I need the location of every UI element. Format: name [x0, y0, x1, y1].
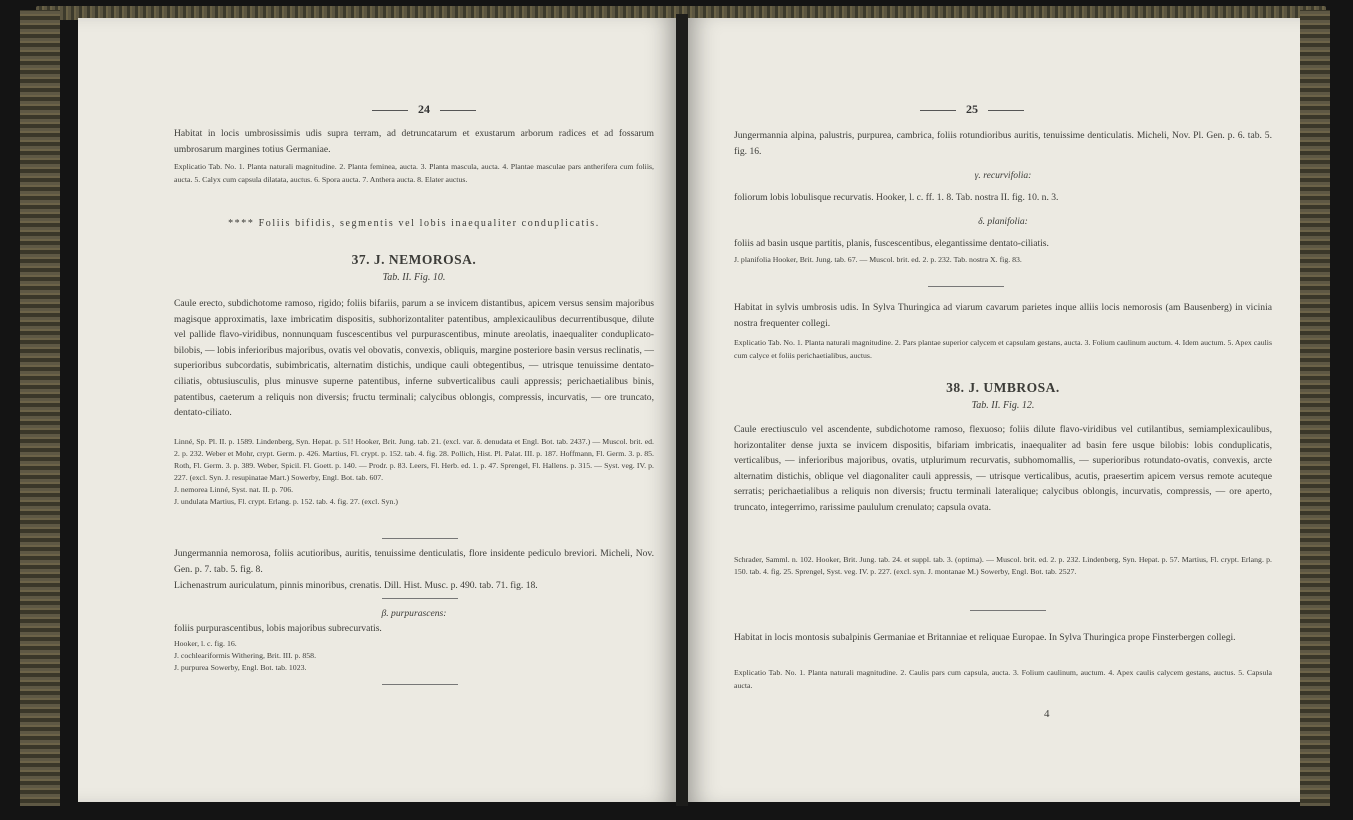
synonym-item: J. nemorea Linné, Syst. nat. II. p. 706.	[174, 485, 294, 494]
species-title: 37. J. NEMOROSA.	[351, 252, 477, 267]
variety-beta-description: foliis purpurascentibus, lobis majoribus subrecurvatis.	[174, 623, 382, 634]
synonym-item: Hooker, l. c. fig. 16.	[174, 639, 237, 648]
synonym-list: Schrader, Samml. n. 102. Hooker, Brit. Jung. tab. 24. et suppl. tab. 3. (optima). — Muscol. brit. ed. 2. p. 232. Lindenberg, Syn. Hepat. p. 57. Martius, Fl. crypt. Erlang. p. 150. tab. 4. fig. 25. Sprengel, Syst. veg. IV. p. 227. (excl. syn. J. montanae M.) Sowerby, Engl. Bot. tab. 2527.	[734, 555, 1272, 576]
variety-delta-synonyms: J. planifolia Hooker, Brit. Jung. tab. 67. — Muscol. brit. ed. 2. p. 232. Tab. nostra X. fig. 83.	[734, 255, 1022, 264]
binding-left-edge	[20, 10, 60, 806]
variety-beta-synonyms	[174, 638, 654, 674]
species-description: Caule erecto, subdichotome ramoso, rigido; foliis bifariis, parum a se invicem distantibus, apicem versus sensim majoribus magisque approximatis, laxe imbricatim dispositis, subhorizontaliter patentibus, amplexicaulibus decurrentibusque, dilute vel pallide flavo-viridibus, nonnunquam fuscescentibus vel purpurascentibus, minute areolatis, inaequaliter conduplicato-bilobis, — lobis inferioribus majoribus, ovatis vel obovatis, convexis, obliquis, margine posteriore basin versus reclinatis, — superioribus subcordatis, subimbricatis, alternatim distichis, undique cauli obtegentibus, — utrisque tenuissime dentato-ciliatis, obtusiusculis, plus minusve superne patentibus, inferne subverticalibus cauli appressis; perichaetialibus binis, patentibus, caeterum a reliquis non diversis; fructu terminali; calycibus oblongis, compressis, incurvatis, — ore truncato, dentato-ciliato.	[174, 298, 654, 419]
synonym-item: J. undulata Martius, Fl. crypt. Erlang. p. 152. tab. 4. fig. 27. (excl. Syn.)	[174, 497, 398, 506]
variety-delta-title: δ. planifolia:	[978, 216, 1028, 227]
variety-gamma-description: foliorum lobis lobulisque recurvatis. Hooker, l. c. ff. 1. 8. Tab. nostra II. fig. 10. n. 3.	[734, 192, 1059, 203]
variety-delta-description: foliis ad basin usque partitis, planis, fuscescentibus, elegantissime dentato-ciliatis.	[734, 238, 1049, 249]
synonym-list	[174, 436, 654, 508]
micheli-reference: Jungermannia nemorosa, foliis acutioribus, auritis, tenuissime denticulatis, flore insidente pediculo breviori. Micheli, Nov. Gen. p. 7. tab. 5. fig. 8.	[174, 548, 654, 575]
habitat-paragraph-2: Habitat in locis montosis subalpinis Germaniae et Britanniae et reliquae Europae. In Sylva Thuringica prope Finsterbergen collegi.	[734, 632, 1236, 643]
synonym-item: J. cochleariformis Withering, Brit. III. p. 858.	[174, 651, 317, 660]
synonym-item: Linné, Sp. Pl. II. p. 1589. Lindenberg, Syn. Hepat. p. 51! Hooker, Brit. Jung. tab. 21. (excl. var. δ. denudata et Engl. Bot. tab. 2437.) — Muscol. brit. ed. 2. p. 232. Weber et Mohr, crypt. Germ. p. 426. Martius, Fl. crypt. p. 152. tab. 4. fig. 28. Pollich, Hist. Pl. Palat. III. p. 187. Hoffmann, Fl. Germ. 3. p. 85. Roth, Fl. Germ. 3. p. 389. Weber, Spicil. Fl. Goett. p. 140. — Prodr. p. 83. Leers, Fl. Herb. ed. 1. p. 47. Sprengel, Fl. Hallens. p. 315. — Syst. veg. IV. p. 227. (excl. Syn. J. resupinatae Mart.) Sowerby, Engl. Bot. tab. 607.	[174, 437, 654, 482]
divider	[382, 598, 458, 599]
species-tab-reference: Tab. II. Fig. 12.	[971, 400, 1035, 411]
variety-gamma-title: γ. recurvifolia:	[974, 170, 1032, 181]
binding-right-edge	[1300, 10, 1330, 806]
micheli-reference: Jungermannia alpina, palustris, purpurea, cambrica, foliis rotundioribus auritis, tenuissime denticulatis. Micheli, Nov. Pl. Gen. p. 6. tab. 5. fig. 16.	[734, 130, 1272, 157]
divider	[928, 286, 1004, 287]
page-number-left: 24	[362, 102, 486, 117]
species-title: 38. J. UMBROSA.	[946, 380, 1060, 395]
species-description: Caule erectiusculo vel ascendente, subdichotome ramoso, flexuoso; foliis dilute flavo-viridibus vel cutilantibus, semiamplexicaulibus, horizontaliter dense juxta se invicem dispositis, bifariam imbricatis, inaequaliter ad basin fere usque bilobis: lobis conduplicatis, verticalibus, — inferioribus majoribus, ovatis, utplurimum recurvatis, subhomomallis, — superioribus rotundato-ovatis, convexis, arcte alternatim distichis, oblique vel diagonaliter cauli appressis, — utrisque verticalibus, acutis, praesertim apicem versus remote acuteque serratis; perichaetialibus a reliquis non diversis; fructu terminali lateralique; calycibus oblongis, incurvatis, compressis, — ore aperto, truncato, integerrimo, rarissime paululum crenulato; capsula ovata.	[734, 424, 1272, 513]
right-page	[688, 18, 1300, 802]
section-title: **** Foliis bifidis, segmentis vel lobis inaequaliter conduplicatis.	[228, 218, 600, 229]
species-tab-reference: Tab. II. Fig. 10.	[382, 272, 446, 283]
habitat-paragraph: Habitat in locis umbrosissimis udis supra terram, ad detruncatarum et exustarum arborum radices et ad fossarum umbrosarum margines totius Germaniae.	[174, 128, 654, 155]
explicatio-paragraph: Explicatio Tab. No. 1. Planta naturali magnitudine. 2. Planta feminea, aucta. 3. Planta mascula, aucta. 4. Plantae masculae pars antherifera cum foliis, aucta. 5. Calyx cum capsula dilatata, auctus. 6. Spora aucta. 7. Anthera aucta. 8. Elater auctus.	[174, 162, 654, 185]
synonym-item: J. purpurea Sowerby, Engl. Bot. tab. 1023.	[174, 663, 307, 672]
explicatio-paragraph: Explicatio Tab. No. 1. Planta naturali magnitudine. 2. Pars plantae superior calycem et capsulam gestans, aucta. 3. Folium caulinum auctum. 4. Idem auctum. 5. Apex caulis cum calyce et foliis perichaetialibus, auctus.	[734, 338, 1272, 361]
divider	[382, 684, 458, 685]
signature-mark: 4	[1044, 708, 1050, 720]
left-page	[78, 18, 676, 802]
dill-reference: Lichenastrum auriculatum, pinnis minoribus, crenatis. Dill. Hist. Musc. p. 490. tab. 71. fig. 18.	[174, 580, 538, 591]
page-number-right: 25	[910, 102, 1034, 117]
book-gutter	[676, 14, 688, 806]
variety-beta-title: β. purpurascens:	[381, 608, 447, 619]
divider	[382, 538, 458, 539]
divider	[970, 610, 1046, 611]
habitat-paragraph: Habitat in sylvis umbrosis udis. In Sylva Thuringica ad viarum cavarum parietes inque alliis locis nemorosis (am Bausenberg) in vicinia nostra frequenter collegi.	[734, 302, 1272, 329]
explicatio-paragraph-2: Explicatio Tab. No. 1. Planta naturali magnitudine. 2. Caulis pars cum capsula, aucta. 3. Folium caulinum, auctum. 4. Apex caulis calycem gestans, auctus. 5. Capsula aucta.	[734, 668, 1272, 691]
